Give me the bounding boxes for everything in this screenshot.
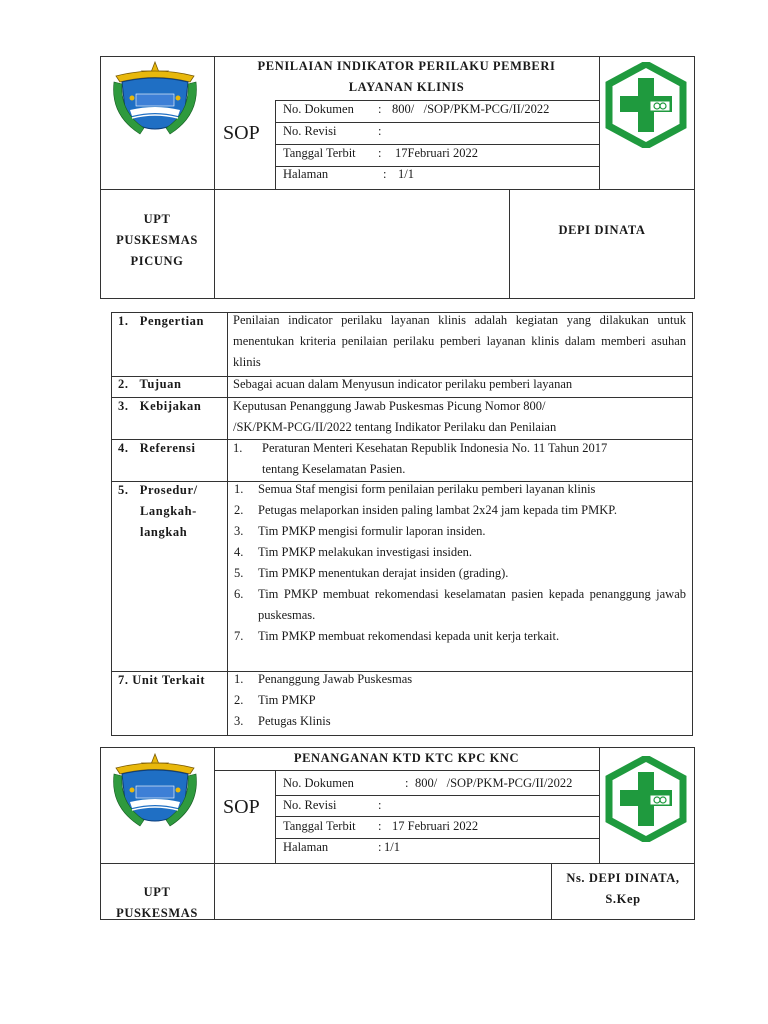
section-text: Penilaian indicator perilaku layanan klinis adalah kegiatan yang dilakukan untuk menentukan kriteria penilaian perilaku pemberi layanan klinis dalam memberi asuhan klinis [233, 313, 686, 369]
meta-sep: : [378, 819, 382, 833]
meta-label: Halaman [283, 840, 329, 854]
regency-crest-logo [110, 752, 200, 832]
meta-label: No. Revisi [283, 798, 337, 812]
puskesmas-logo [603, 62, 689, 148]
meta-value: 1/1 [398, 167, 414, 181]
list-item: 1. Penanggung Jawab Puskesmas [234, 672, 413, 686]
unit-list [234, 669, 686, 732]
section-label: 2. Tujuan [118, 377, 182, 391]
divider [275, 816, 599, 817]
list-item: 2. Tim PMKP [234, 693, 316, 707]
meta-value: 1/1 [384, 840, 400, 854]
list-item: 1. Semua Staf mengisi form penilaian perilaku pemberi layanan klinis [234, 482, 596, 496]
meta-label: Tanggal Terbit [283, 146, 356, 160]
sop-label: SOP [223, 796, 260, 818]
org-name: PICUNG [130, 254, 184, 268]
divider [214, 747, 215, 920]
meta-value: 800/ /SOP/PKM-PCG/II/2022 [392, 102, 550, 116]
section-text: tentang Keselamatan Pasien. [262, 462, 406, 476]
divider [100, 863, 695, 864]
section-label: 5. Prosedur/ [118, 483, 198, 497]
list-number: 1. [233, 441, 243, 455]
meta-sep: : [378, 102, 382, 116]
section-text: /SK/PKM-PCG/II/2022 tentang Indikator Perilaku dan Penilaian [233, 420, 557, 434]
meta-label: No. Revisi [283, 124, 337, 138]
meta-label: No. Dokumen [283, 102, 354, 116]
document-title: PENANGANAN KTD KTC KPC KNC [293, 751, 520, 765]
divider [599, 747, 600, 863]
org-name: UPT [143, 212, 171, 226]
section-label: 4. Referensi [118, 441, 196, 455]
section-label: Langkah- [140, 504, 197, 518]
meta-sep: : [378, 798, 382, 812]
meta-label: No. Dokumen [283, 776, 354, 790]
procedure-list [234, 479, 686, 647]
section-label: 7. Unit Terkait [118, 673, 206, 687]
section-label: langkah [140, 525, 188, 539]
document-title: PENILAIAN INDIKATOR PERILAKU PEMBERI [257, 59, 556, 73]
document-title: LAYANAN KLINIS [348, 80, 465, 94]
list-item: 6. Tim PMKP membuat rekomendasi keselamatan pasien kepada penanggung jawab puskesmas. [234, 587, 686, 622]
divider [509, 189, 510, 299]
list-item: 3. Petugas Klinis [234, 714, 331, 728]
meta-label: Halaman [283, 167, 329, 181]
org-name: PUSKESMAS [116, 233, 198, 247]
list-item: 4. Tim PMKP melakukan investigasi insiden. [234, 545, 473, 559]
section-label: 3. Kebijakan [118, 399, 202, 413]
list-item: 3. Tim PMKP mengisi formulir laporan insiden. [234, 524, 486, 538]
meta-value: 17 Februari 2022 [392, 819, 479, 833]
divider [599, 56, 600, 189]
list-item: 2. Petugas melaporkan insiden paling lambat 2x24 jam kepada tim PMKP. [234, 503, 617, 517]
org-name: PUSKESMAS [116, 906, 198, 920]
meta-sep: : [405, 776, 409, 790]
list-item: 5. Tim PMKP menentukan derajat insiden (grading). [234, 566, 509, 580]
divider [275, 795, 599, 796]
section-text: Sebagai acuan dalam Menyusun indicator perilaku pemberi layanan [233, 377, 573, 391]
regency-crest-logo [110, 60, 200, 140]
meta-sep: : [378, 840, 382, 854]
meta-value: 800/ /SOP/PKM-PCG/II/2022 [415, 776, 573, 790]
section-label: 1. Pengertian [118, 314, 205, 328]
puskesmas-logo [603, 756, 689, 842]
meta-sep: : [378, 124, 382, 138]
list-item: 7. Tim PMKP membuat rekomendasi kepada unit kerja terkait. [234, 629, 560, 643]
meta-label: Tanggal Terbit [283, 819, 356, 833]
section-text: Peraturan Menteri Kesehatan Republik Indonesia No. 11 Tahun 2017 [262, 441, 608, 455]
divider [214, 770, 599, 771]
meta-sep: : [383, 167, 387, 181]
signer-name: Ns. DEPI DINATA, [566, 871, 680, 885]
sop-label: SOP [223, 122, 260, 144]
signer-name: DEPI DINATA [558, 223, 646, 237]
divider [100, 189, 695, 190]
meta-value: 17Februari 2022 [395, 146, 478, 160]
section-text: Keputusan Penanggung Jawab Puskesmas Picung Nomor 800/ [233, 399, 546, 413]
org-name: UPT [143, 885, 171, 899]
meta-sep: : [378, 146, 382, 160]
signer-name: S.Kep [605, 892, 641, 906]
